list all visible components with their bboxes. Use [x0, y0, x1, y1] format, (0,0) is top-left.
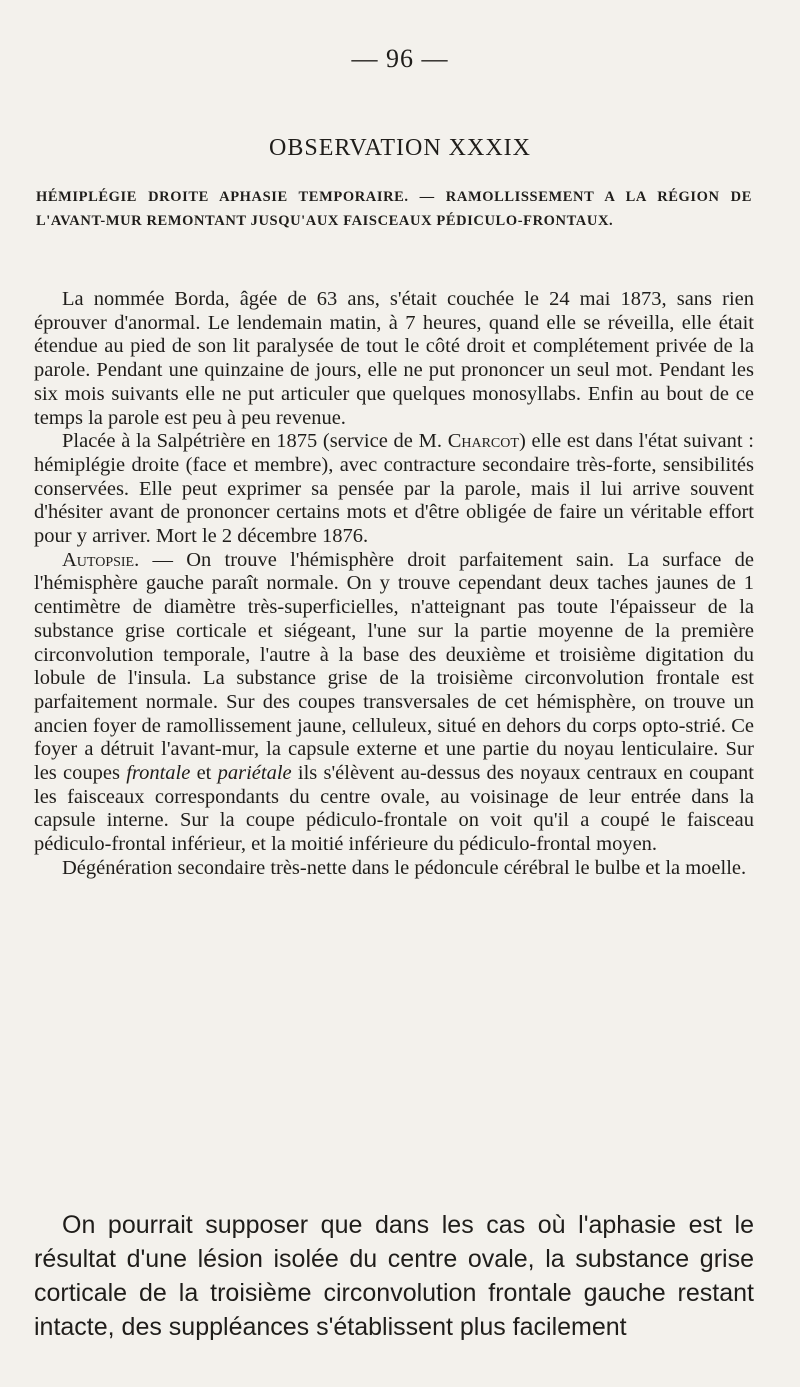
autopsy-text-end: ils s'élèvent au-dessus des noyaux centraux en coupant les faisceaux correspondants du centre ovale, au voisinage de leur entrée dans la capsule interne. Sur la coupe pédiculo-frontale on voit qu'il a coupé le faisceau pédiculo-frontal inférieur, et la moitié inférieure du pédiculo-frontal moyen. — [34, 762, 754, 856]
admission-text-end: ) elle est dans l'état suivant : hémiplégie droite (face et membre), avec contracture secondaire très-forte, sensibilités conservées. Elle peut exprimer sa pensée par la parole, mais il lui arrive souvent d'hésiter avant de prononcer certains mots et d'être obligée de faire un véritable effort pour y arriver. Mort le 2 décembre 1876. — [34, 430, 754, 548]
autopsy-label: Autopsie. — [62, 548, 140, 571]
paragraph-history: La nommée Borda, âgée de 63 ans, s'était couchée le 24 mai 1873, sans rien éprouver d'anormal. Le lendemain matin, à 7 heures, quand elle se réveilla, elle était étendue au pied de son lit paralysée de tout le côté droit et complétement privée de la parole. Pendant une quinzaine de jours, elle ne put prononcer un seul mot. Pendant les six mois suivants elle ne put articuler que quelques monosyllabs. Enfin au bout de ce temps la parole est peu à peu revenue. — [34, 288, 754, 429]
observation-summary: HÉMIPLÉGIE DROITE APHASIE TEMPORAIRE. — RAMOLLISSEMENT A LA RÉGION DE L'AVANT-MUR REMONTANT JUSQU'AUX FAISCEAUX PÉDICULO-FRONTAUX. — [36, 189, 752, 229]
term-parietale: pariétale — [217, 762, 292, 785]
physician-name: Charcot — [447, 430, 519, 453]
observation-title: OBSERVATION XXXIX — [269, 135, 531, 161]
autopsy-text-start: — On trouve l'hémisphère droit parfaitement sain. La surface de l'hémisphère gauche paraît normale. On y trouve cependant deux taches jaunes de 1 centimètre de diamètre très-superficielles, n'atteignant pas toute l'épaisseur de la substance grise corticale et siégeant, l'une sur la partie moyenne de la première circonvolution temporale, l'autre à la base des deuxième et troisième digitation du lobule de l'insula. La substance grise de la troisième circonvolution frontale est parfaitement normale. Sur des coupes transversales de cet hémisphère, on trouve un ancien foyer de ramollissement jaune, celluleux, situé en dehors du corps opto-strié. Ce foyer a détruit l'avant-mur, la capsule externe et une partie du noyau lenticulaire. Sur les coupes — [34, 548, 754, 785]
closing-discussion — [34, 1208, 754, 1344]
case-report-body — [34, 288, 754, 881]
admission-text-start: Placée à la Salpétrière en 1875 (service de M. — [62, 430, 448, 453]
closing-paragraph: On pourrait supposer que dans les cas où l'aphasie est le résultat d'une lésion isolée du centre ovale, la substance grise corticale de la troisième circonvolution frontale gauche restant intacte, des suppléances s'établissent plus facilement — [34, 1211, 754, 1341]
conjunction-et: et — [190, 762, 218, 785]
paragraph-admission — [34, 430, 754, 549]
page-number: — 96 — — [351, 44, 449, 73]
paragraph-degeneration: Dégénération secondaire très-nette dans le pédoncule cérébral le bulbe et la moelle. — [62, 856, 747, 879]
paragraph-autopsy — [34, 549, 754, 857]
term-frontale: frontale — [126, 762, 191, 785]
